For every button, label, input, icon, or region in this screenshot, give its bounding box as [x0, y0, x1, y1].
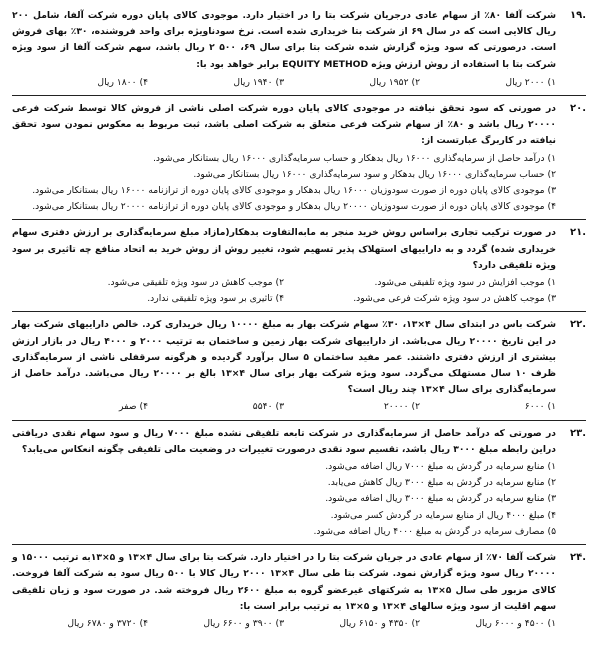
divider: [12, 311, 586, 312]
options: [12, 75, 556, 91]
question-22: [12, 317, 586, 415]
options: [12, 151, 556, 216]
option-1: ۱) ۲۰۰۰ ریال: [505, 76, 556, 88]
question-number: ۲۴.: [569, 552, 586, 564]
option-3: ۳) ۵۵۴۰: [252, 401, 284, 413]
question-number: ۲۱.: [569, 227, 586, 239]
option-1: ۱) ۶۰۰۰: [524, 401, 556, 413]
question-number: ۲۳.: [569, 427, 586, 439]
question-text: در صورتی که درآمد حاصل از سرمایه‌گذاری در شرکت تابعه تلفیقی نشده مبلغ ۷۰۰۰ ریال و سود سهام نقدی دریافتی دراین رابطه مبلغ ۳۰۰۰ ریال باشد، تقسیم سود نقدی درصورت تغییرات در وضعیت مالی تلفیقی چگونه انعکاس می‌یابد؟: [12, 427, 556, 455]
option-2: ۲) ۴۳۵۰ و ۶۱۵۰ ریال: [339, 617, 420, 629]
option-4: ۴) تاثیری بر سود ویژه تلفیقی ندارد.: [147, 293, 284, 305]
option-3: ۳) موجودی کالای پایان دوره از صورت سودوزیان ۱۶۰۰۰ ریال بدهکار و موجودی کالای پایان دوره از ترازنامه ۱۶۰۰۰ ریال بستانکار می‌شود.: [32, 185, 556, 197]
question-24: [12, 550, 586, 632]
question-21: [12, 225, 586, 307]
question-text: در صورتی که سود تحقق نیافته در موجودی کالای پایان دوره شرکت اصلی ناشی از فروش کالا توسط شرکت فرعی ۲۰۰۰۰ ریال باشد و ۸۰٪ از سهام شرکت فرعی متعلق به شرکت اصلی باشد، ثبت مربوط به معکوس نمودن سود تحقق نیافته در کاربرگ عبارتست از:: [12, 103, 556, 147]
option-1: ۱) منابع سرمایه در گردش به مبلغ ۷۰۰۰ ریال اضافه می‌شود.: [325, 461, 556, 473]
question-number: ۲۲.: [569, 319, 586, 331]
option-3: ۳) ۳۹۰۰ و ۶۶۰۰ ریال: [203, 617, 284, 629]
divider: [12, 95, 586, 96]
option-3: ۳) ۱۹۴۰ ریال: [233, 76, 284, 88]
question-23: [12, 426, 586, 540]
question-text: شرکت باس در ابتدای سال ۴×۱۳، ۳۰٪ سهام شرکت بهار به مبلغ ۱۰۰۰۰ ریال خریداری کرد. خالص داراییهای شرکت بهار در این تاریخ ۲۰۰۰۰ ریال می‌باشد. از داراییهای شرکت بهار زمین و ساختمان به ترتیب ۲۰۰۰ و ۴۰۰۰ ریال در بازار ارزش بیشتری از ارزش دفتری داشتند. عمر مفید ساختمان ۵ سال برآورد گردیده و هرگونه سرقفلی ناشی از سرمایه‌گذاری ظرف ۱۰ سال مستهلک می‌گردد. سود ویژه شرکت بهار برای سال ۴×۱۳ بالغ بر ۲۰۰۰۰ ریال می‌باشد. درآمد حاصل از سرمایه‌گذاری برای سال ۴×۱۳ چند ریال است؟: [12, 319, 557, 396]
options: [12, 616, 556, 632]
option-3: ۳) منابع سرمایه در گردش به مبلغ ۳۰۰۰ ریال اضافه می‌شود.: [325, 493, 556, 505]
option-2: ۲) حساب سرمایه‌گذاری ۱۶۰۰۰ ریال بدهکار و سود سرمایه‌گذاری ۱۶۰۰۰ ریال بستانکار می‌شود.: [193, 168, 556, 180]
option-4: ۴) صفر: [119, 401, 148, 413]
question-20: [12, 101, 586, 215]
options: [12, 399, 556, 415]
question-number: ۲۰.: [569, 103, 586, 115]
question-text: شرکت آلفا ۷۰٪ از سهام عادی در جریان شرکت بتا را در اختیار دارد. شرکت بتا برای سال ۴×۱۳ و ۵×۱۳به ترتیب ۱۵۰۰۰ و ۲۰۰۰۰ ریال سود ویژه گزارش نمود. شرکت بتا طی سال ۴×۱۳ ۲۰۰۰ ریال کالا با ۵۰۰ ریال سود به شرکت آلفا فروخت. کالای مزبور طی سال ۵×۱۳ به شرکتهای غیرعضو گروه به مبلغ ۲۶۰۰ ریال فروخته شد. در صورت سود و زیان تلفیقی سهم اقلیت از سود ویژه سالهای ۴×۱۳ و ۵×۱۳ به ترتیب برابر است با:: [12, 552, 557, 612]
divider: [12, 544, 586, 545]
option-2: ۲) موجب کاهش در سود ویژه تلفیقی می‌شود.: [107, 277, 284, 289]
option-2: ۲) ۱۹۵۲ ریال: [369, 76, 420, 88]
option-5: ۵) مصارف سرمایه در گردش به مبلغ ۴۰۰۰ ریال اضافه می‌شود.: [313, 525, 556, 537]
option-1: ۱) درآمد حاصل از سرمایه‌گذاری ۱۶۰۰۰ ریال بدهکار و حساب سرمایه‌گذاری ۱۶۰۰۰ ریال بستانکار می‌شود.: [152, 152, 556, 164]
option-4: ۴) ۱۸۰۰ ریال: [97, 76, 148, 88]
option-1: ۱) موجب افزایش در سود ویژه تلفیقی می‌شود.: [374, 277, 556, 289]
options: [12, 459, 556, 540]
option-3: ۳) موجب کاهش در سود ویژه شرکت فرعی می‌شود.: [353, 293, 556, 305]
option-2: ۲) منابع سرمایه در گردش به مبلغ ۳۰۰۰ ریال کاهش می‌یابد.: [327, 477, 556, 489]
option-4: ۴) موجودی کالای پایان دوره از صورت سودوزیان ۲۰۰۰۰ ریال بدهکار و موجودی کالای پایان دوره از ترازنامه ۲۰۰۰۰ ریال بستانکار می‌شود.: [32, 201, 556, 213]
option-4: ۴) مبلغ ۴۰۰۰ ریال از منابع سرمایه در گردش کسر می‌شود.: [330, 509, 556, 521]
question-19: [12, 8, 586, 91]
option-1: ۱) ۴۵۰۰ و ۶۰۰۰ ریال: [475, 617, 556, 629]
question-number: ۱۹.: [569, 10, 586, 21]
question-text: شرکت آلفا ۸۰٪ از سهام عادی درجریان شرکت بتا را در اختیار دارد. موجودی کالای پایان دوره شرکت آلفا، شامل ۲۰۰ ریال کالایی است که در سال ۶۹ از شرکت بتا خریداری شده است. نرخ سودناویژه برای واحد فروشنده، ۳۰٪ بهای فروش است. درصورتی که سود ویژه گزارش شده شرکت بتا برای سال ۶۹، ۵۰۰ ۲ ریال باشد، سهم شرکت آلفا از سود ویژه شرکت بتا با استفاده از روش ارزش ویژه EQUITY METHOD برابر خواهد بود با:: [12, 10, 556, 70]
options: [12, 275, 556, 307]
divider: [12, 420, 586, 421]
question-text: در صورت ترکیب تجاری براساس روش خرید منجر به مابه‌التفاوت بدهکار(مازاد مبلغ سرمایه‌گذاری بر ارزش دفتری سهام خریداری شده) گردد و به داراییهای استهلاک پذیر تسهیم شود، تغییر روش از روش خرید به اتحاد منافع چه تاثیری بر سود ویژه تلفیقی دارد؟: [12, 227, 556, 271]
option-4: ۴) ۳۷۲۰ و ۶۷۸۰ ریال: [67, 617, 148, 629]
divider: [12, 219, 586, 220]
option-2: ۲) ۲۰۰۰۰: [383, 401, 420, 413]
